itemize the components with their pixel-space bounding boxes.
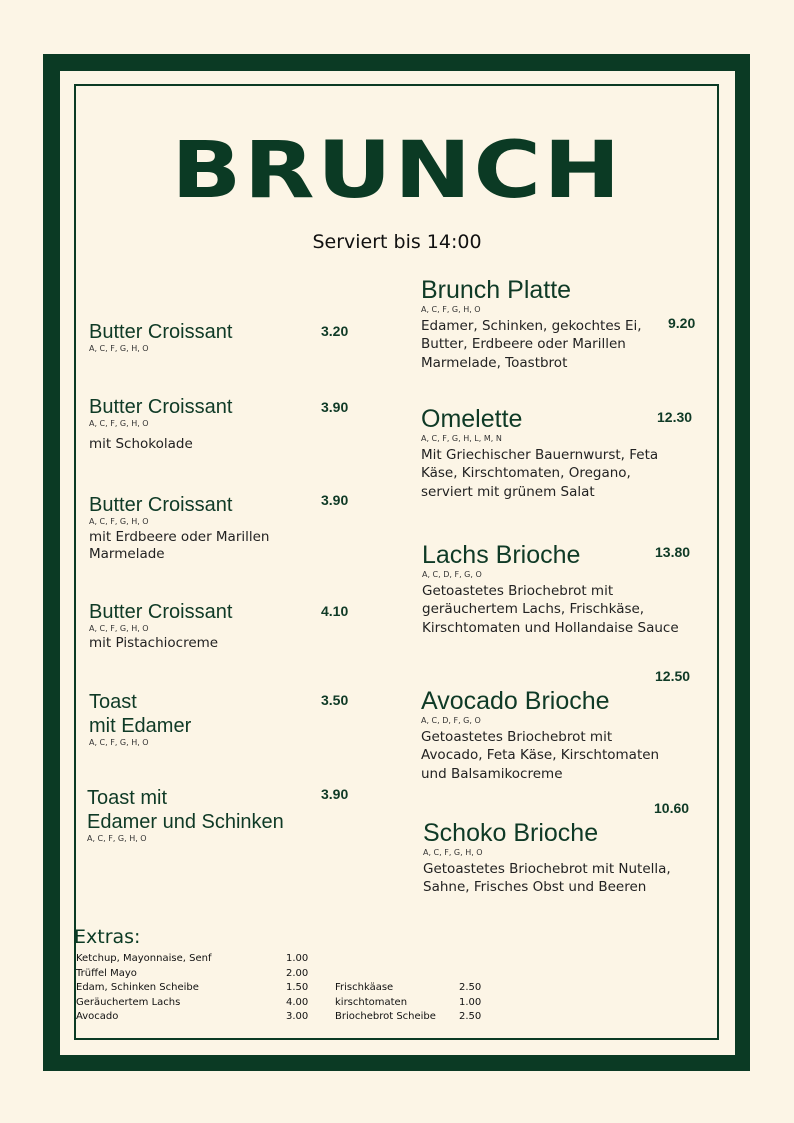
item-price: 3.90 [321,399,349,415]
menu-item-schoko-brioche [423,818,683,897]
extras-row [76,1010,308,1025]
item-allergens: A, C, F, G, H, O [89,344,149,353]
extra-name: Ketchup, Mayonnaise, Senf [76,953,212,964]
extras-row [76,996,308,1011]
menu-item-butter-croissant-pistachio [89,600,349,652]
item-description: mit Schokolade [89,435,193,452]
extra-price: 2.50 [459,1011,482,1022]
extra-price: 1.50 [286,982,309,993]
item-price: 3.90 [321,492,349,508]
item-name-line2: mit Edamer [89,715,192,737]
extras-row [76,981,308,996]
item-price: 12.30 [657,409,693,425]
menu-title: BRUNCH [171,126,623,216]
extras-list-2 [335,981,481,1025]
item-name: Butter Croissant [89,396,233,418]
item-allergens: A, C, F, G, H, O [89,517,149,526]
item-name: Omelette [421,405,523,433]
item-description: mit Pistachiocreme [89,634,219,651]
item-description: mit Erdbeere oder Marillen Marmelade [89,528,270,562]
menu-item-butter-croissant [89,320,349,354]
extra-price: 3.00 [286,1011,309,1022]
extras-title: Extras: [74,926,141,948]
item-allergens: A, C, F, G, H, O [87,834,147,843]
menu-item-omelette [421,404,669,502]
extra-name: Frischkäase [335,982,394,993]
item-allergens: A, C, F, G, H, O [89,624,149,633]
item-name: Avocado Brioche [421,687,610,715]
menu-item-toast-edamer [89,690,349,748]
item-allergens: A, C, F, G, H, O [89,738,149,747]
item-description: Edamer, Schinken, gekochtes Ei, Butter, Erdbeere oder Marillen Marmelade, Toastbrot [421,317,642,372]
menu-subtitle: Serviert bis 14:00 [312,231,482,253]
item-name: Butter Croissant [89,321,233,343]
item-name: Schoko Brioche [423,819,599,847]
extras-list-1 [76,952,308,1025]
item-name: Brunch Platte [421,276,572,304]
extras-row [76,952,308,967]
extra-name: Geräuchertem Lachs [76,996,181,1008]
item-name: Lachs Brioche [422,541,581,569]
extra-price: 4.00 [286,996,309,1008]
item-price: 4.10 [321,603,349,619]
item-price: 3.90 [321,786,349,802]
item-price: 9.20 [668,315,696,331]
extra-name: Edam, Schinken Scheibe [76,982,199,993]
menu-item-brunch-platte [421,275,661,373]
item-price: 3.50 [321,692,349,708]
extra-name: Trüffel Mayo [76,967,137,979]
extras-row [335,996,481,1011]
extra-price: 2.50 [459,982,482,993]
extra-name: Briochebrot Scheibe [335,1011,436,1022]
item-allergens: A, C, D, F, G, O [421,716,481,725]
item-allergens: A, C, D, F, G, O [422,570,482,579]
menu-item-toast-edamer-schinken [87,786,357,844]
item-description: Getoastetes Briochebrot mit geräuchertem Lachs, Frischkäse, Kirschtomaten und Hollandaise Sauce [422,582,679,637]
item-name-line1: Toast mit [87,787,168,809]
item-allergens: A, C, F, G, H, O [423,848,483,857]
menu-item-butter-croissant-marmelade [89,493,319,563]
extra-price: 2.00 [286,967,309,979]
item-name-line1: Toast [89,691,137,713]
item-price: 10.60 [654,800,690,816]
extras-row [335,981,481,996]
item-description: Getoastetes Briochebrot mit Avocado, Feta Käse, Kirschtomaten und Balsamikocreme [421,728,660,783]
item-price: 3.20 [321,323,349,339]
extra-price: 1.00 [459,996,482,1008]
menu-item-butter-croissant-schokolade [89,395,349,453]
item-name: Butter Croissant [89,601,233,623]
item-name: Butter Croissant [89,494,233,516]
item-allergens: A, C, F, G, H, O [421,305,481,314]
extra-price: 1.00 [286,953,309,964]
item-price: 12.50 [655,668,691,684]
extras-row [76,967,308,982]
item-allergens: A, C, F, G, H, L, M, N [421,434,502,443]
item-description: Mit Griechischer Bauernwurst, Feta Käse, Kirschtomaten, Oregano, serviert mit grünem Salat [421,446,659,501]
item-allergens: A, C, F, G, H, O [89,419,149,428]
menu-item-avocado-brioche [421,686,671,784]
extra-name: Avocado [76,1011,119,1022]
extra-name: kirschtomaten [335,996,408,1008]
menu-item-lachs-brioche [422,540,682,638]
item-price: 13.80 [655,544,691,560]
item-description: Getoastetes Briochebrot mit Nutella, Sahne, Frisches Obst und Beeren [423,860,671,896]
item-name-line2: Edamer und Schinken [87,811,284,833]
extras-row [335,1010,481,1025]
